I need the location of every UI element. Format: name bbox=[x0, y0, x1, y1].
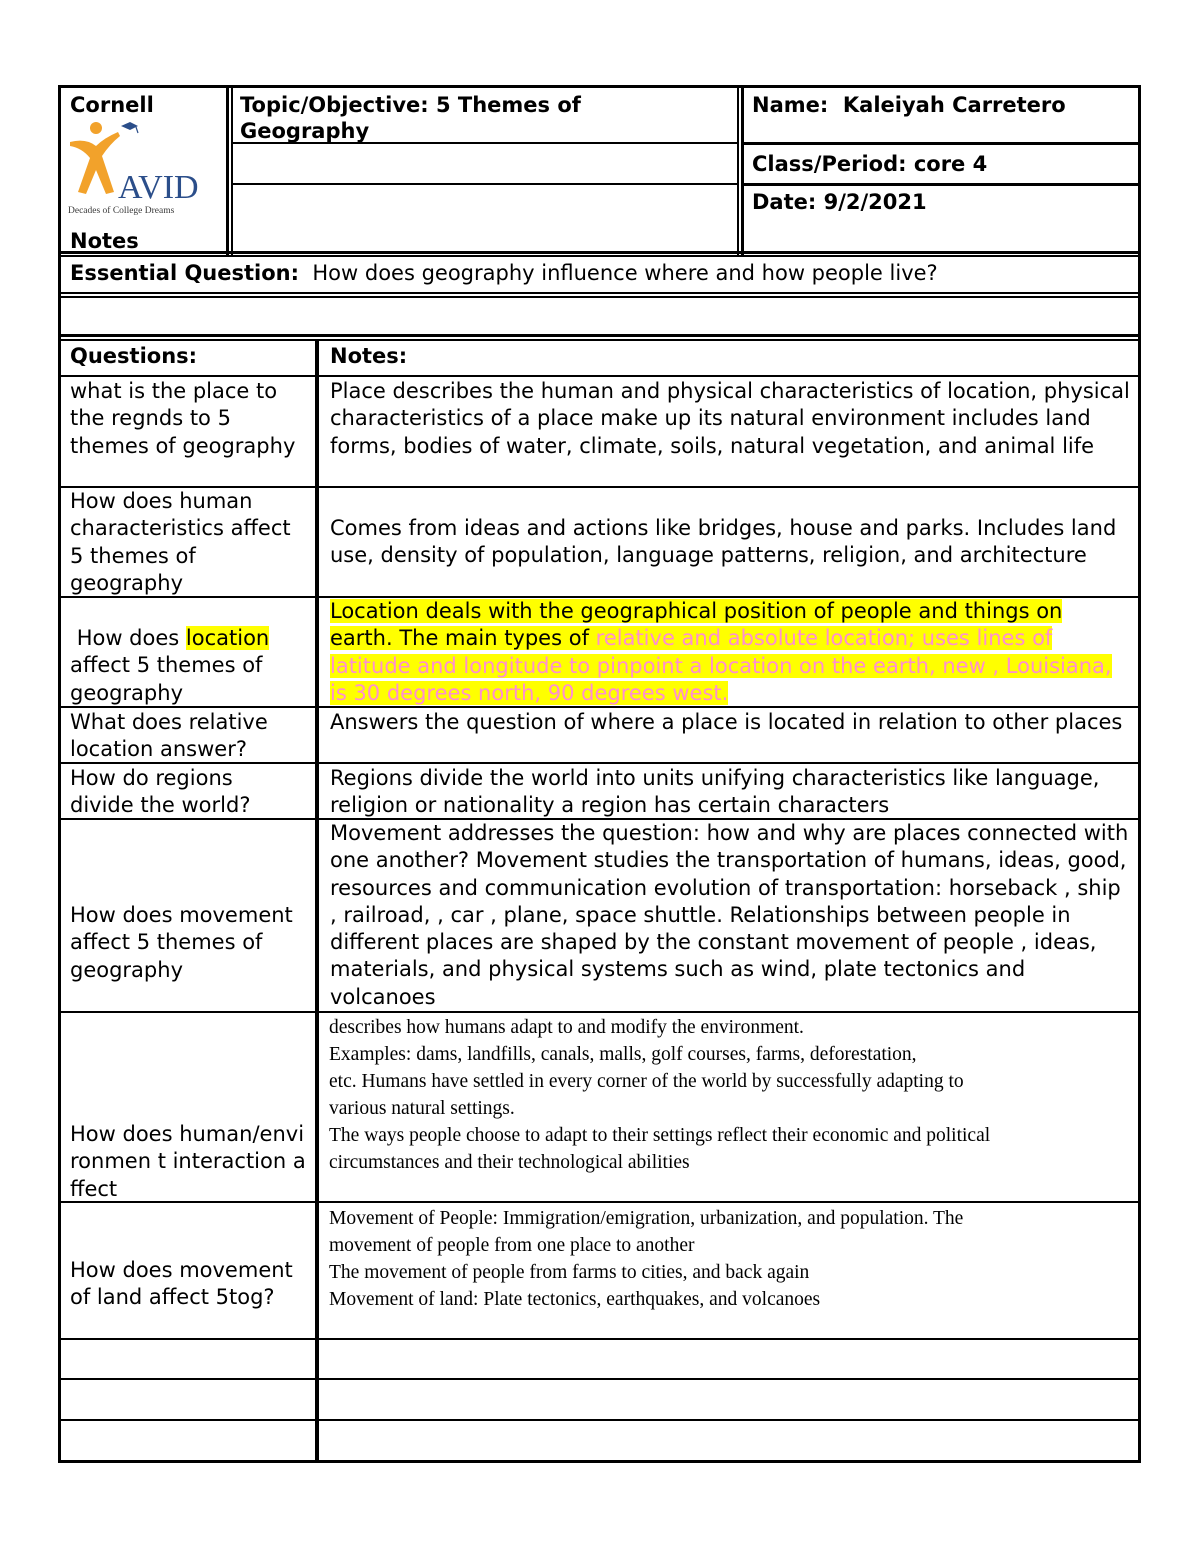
note-highlight-part-a: Location deals with the geographical position of people and things on earth. The main types of bbox=[330, 599, 1063, 651]
note-cell: Comes from ideas and actions like bridges, house and parks. Includes land use, density of population, language patterns, religion, and architecture bbox=[330, 516, 1117, 568]
cornell-label: Cornell bbox=[70, 93, 154, 117]
column-divider bbox=[315, 339, 319, 1463]
note-line: The movement of people from farms to cities, and back again bbox=[329, 1262, 810, 1283]
logo-tagline: Decades of College Dreams bbox=[68, 206, 175, 216]
class-period-label: Class/Period: bbox=[752, 152, 907, 176]
eq-hline-4 bbox=[58, 339, 1141, 341]
header-hline-d bbox=[741, 183, 1141, 186]
graduation-cap-icon bbox=[121, 122, 138, 133]
note-line: The ways people choose to adapt to their settings reflect their economic and political bbox=[329, 1125, 991, 1146]
question-cell: what is the place to the regnds to 5 themes of geography bbox=[70, 379, 296, 458]
header-hline-e bbox=[58, 251, 1141, 254]
question-cell: How do regions divide the world? bbox=[70, 766, 251, 818]
row-line bbox=[58, 1378, 1141, 1380]
note-cell bbox=[330, 598, 1130, 707]
eq-hline-2 bbox=[58, 296, 1141, 298]
note-cell: Answers the question of where a place is located in relation to other places bbox=[330, 710, 1123, 734]
highlighted-note bbox=[330, 599, 1112, 705]
question-pre: How does bbox=[76, 626, 180, 650]
row-line bbox=[58, 1419, 1141, 1421]
row-line bbox=[58, 1011, 1141, 1013]
header-vline-3 bbox=[737, 85, 739, 255]
note-line: Movement of People: Immigration/emigration, urbanization, and population. The bbox=[329, 1208, 964, 1229]
note-line: etc. Humans have settled in every corner of the world by successfully adapting to bbox=[329, 1071, 964, 1092]
name-field bbox=[752, 92, 1066, 118]
date-field bbox=[752, 189, 927, 215]
note-line: describes how humans adapt to and modify the environment. bbox=[329, 1017, 804, 1038]
question-cell: How does human characteristics affect 5 themes of geography bbox=[70, 489, 291, 595]
question-cell bbox=[70, 625, 310, 707]
eq-hline-1 bbox=[58, 292, 1141, 294]
header-vline-2 bbox=[231, 85, 233, 255]
question-cell: How does human/environmen t interaction affect bbox=[70, 1122, 306, 1201]
header-hline-f bbox=[58, 255, 1141, 257]
header-vline-1 bbox=[226, 85, 229, 255]
header-vline-4 bbox=[741, 85, 744, 255]
name-label: Name: bbox=[752, 93, 829, 117]
note-cell-serif bbox=[329, 1014, 1134, 1176]
note-line: various natural settings. bbox=[329, 1098, 515, 1119]
question-cell: What does relative location answer? bbox=[70, 710, 268, 762]
note-line: Examples: dams, landfills, canals, malls, golf courses, farms, deforestation, bbox=[329, 1044, 917, 1065]
notes-label: Notes bbox=[70, 229, 139, 253]
note-highlight-part-b: relative and absolute location; uses lines of latitude and longitude to pinpoint a location on the earth, new , Louisiana, is 30 degrees north, 90 degrees west. bbox=[330, 626, 1112, 705]
note-line: Movement of land: Plate tectonics, earthquakes, and volcanoes bbox=[329, 1289, 821, 1310]
essential-question bbox=[70, 260, 938, 286]
note-cell-serif bbox=[329, 1205, 1134, 1313]
row-line bbox=[58, 375, 1141, 377]
topic-objective: Topic/Objective: 5 Themes of Geography bbox=[240, 93, 581, 143]
notes-header: Notes: bbox=[330, 344, 408, 368]
question-post: affect 5 themes of geography bbox=[70, 653, 263, 705]
date-label: Date: bbox=[752, 190, 817, 214]
logo-wordmark: AVID bbox=[118, 169, 199, 206]
questions-header: Questions: bbox=[70, 344, 198, 368]
note-cell: Regions divide the world into units unifying characteristics like language, religion or nationality a region has certain characters bbox=[330, 766, 1100, 818]
question-cell: How does movement of land affect 5tog? bbox=[70, 1258, 293, 1310]
class-period-value: core 4 bbox=[913, 152, 988, 176]
name-value: Kaleiyah Carretero bbox=[842, 93, 1066, 117]
note-cell: Movement addresses the question: how and why are places connected with one another? Movement studies the transportation of humans, ideas, good, resources and communication evolution of transportation: horseback , ship , railroad, , car , plane, space shuttle. Relationships between people in different places are shaped by the constant movement of people , ideas, materials, and physical systems such as wind, plate tectonics and volcanoes bbox=[330, 821, 1129, 1009]
date-value: 9/2/2021 bbox=[823, 190, 927, 214]
note-cell: Place describes the human and physical characteristics of location, physical characteristics of a place make up its natural environment includes land forms, bodies of water, climate, soils, natural vegetation, and animal life bbox=[330, 379, 1130, 458]
header-hline-b bbox=[741, 142, 1141, 145]
essential-question-label: Essential Question: bbox=[70, 261, 300, 285]
class-period-field bbox=[752, 151, 987, 177]
highlighted-word: location bbox=[185, 626, 270, 650]
essential-question-text: How does geography influence where and how people live? bbox=[312, 261, 938, 285]
figure-body bbox=[70, 132, 120, 194]
figure-head bbox=[90, 122, 102, 134]
note-line: circumstances and their technological abilities bbox=[329, 1152, 690, 1173]
note-line: movement of people from one place to another bbox=[329, 1235, 695, 1256]
avid-logo bbox=[66, 116, 222, 216]
header-hline-c bbox=[231, 183, 739, 185]
eq-hline-3 bbox=[58, 334, 1141, 337]
question-cell: How does movement affect 5 themes of geography bbox=[70, 903, 293, 982]
row-line bbox=[58, 1338, 1141, 1340]
